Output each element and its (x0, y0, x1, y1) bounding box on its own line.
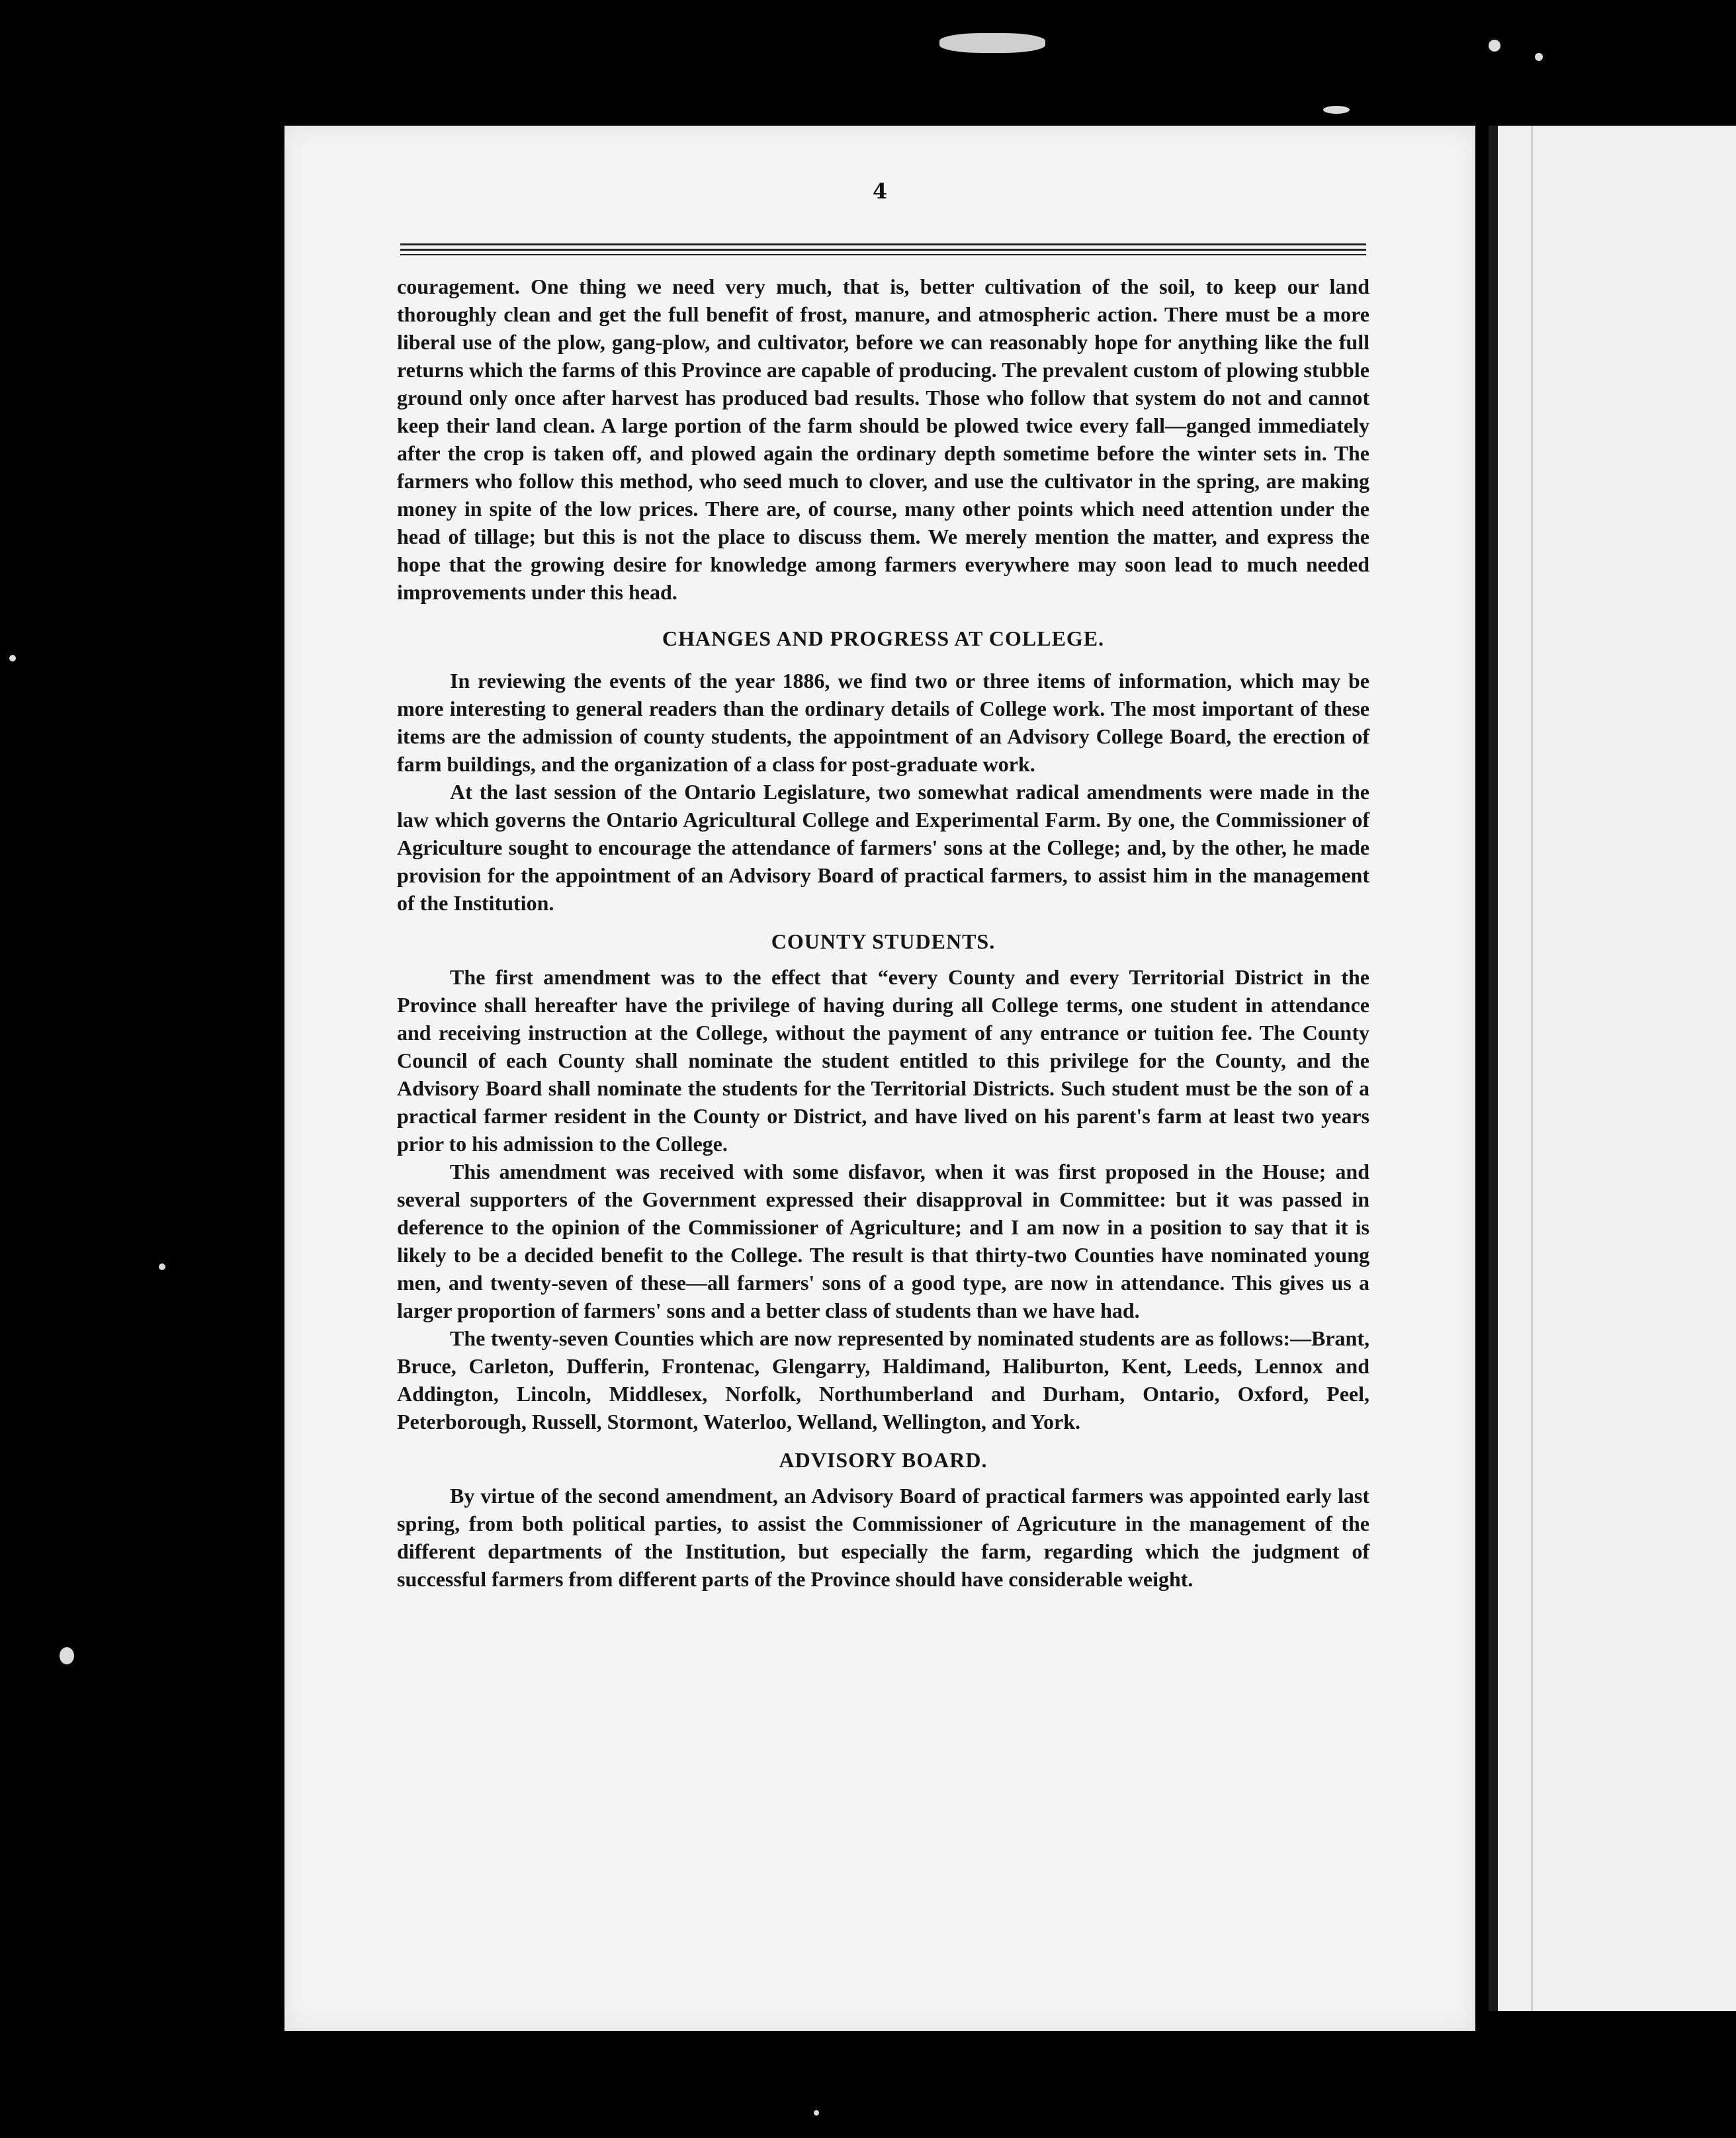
facing-page-edge (1489, 126, 1736, 2011)
scan-speck (814, 2110, 819, 2116)
section-heading: COUNTY STUDENTS. (771, 929, 996, 953)
section-heading: CHANGES AND PROGRESS AT COLLEGE. (662, 626, 1105, 650)
scan-speck (60, 1647, 74, 1664)
page-number: 4 (872, 179, 888, 204)
header-rule (400, 243, 1366, 245)
section-advisory-board (397, 1446, 1369, 1593)
section-county-students (397, 927, 1369, 1435)
facing-page-margin-line (1531, 126, 1533, 2011)
paragraph: In reviewing the events of the year 1886, we find two or three items of information, which may be more interesting to general readers than the ordinary details of College work. The most important of these items are the admission of county students, the appointment of an Advisory College Board, the erection of farm buildings, and the organization of a class for post-graduate work. (397, 669, 1369, 776)
scan-speck (9, 655, 16, 662)
scan-speck (1535, 53, 1543, 61)
paragraph: The twenty-seven Counties which are now represented by nominated students are as follows:—Brant, Bruce, Carleton, Dufferin, Frontenac, Glengarry, Haldimand, Haliburton, Kent, Leeds, Lennox and Addington, Lincoln, Middlesex, Norfolk, Northumberland and Durham, Ontario, Oxford, Peel, Peterborough, Russell, Stormont, Waterloo, Welland, Wellington, and York. (397, 1326, 1369, 1433)
header-rule (400, 254, 1366, 255)
section-changes-progress (397, 624, 1369, 917)
header-rule (400, 249, 1366, 251)
document-page (284, 126, 1475, 2031)
body-text (397, 273, 1369, 1593)
scan-speck (939, 33, 1045, 53)
scan-speck (1323, 106, 1350, 114)
paragraph: This amendment was received with some disfavor, when it was first proposed in the House; and several supporters of the Government expressed their disapproval in Committee: but it was passed in deference to the opinion of the Commissioner of Agriculture; and I am now in a position to say that it is likely to be a decided benefit to the College. The result is that thirty-two Counties have nominated young men, and twenty-seven of these—all farmers' sons of a good type, are now in attendance. This gives us a larger proportion of farmers' sons and a better class of students than we have had. (397, 1160, 1369, 1322)
intro-paragraph: couragement. One thing we need very much, that is, better cultivation of the soil, to keep our land thoroughly clean and get the full benefit of frost, manure, and atmospheric action. There must be a more liberal use of the plow, gang-plow, and cultivator, before we can reasonably hope for anything like the full returns which the farms of this Province are capable of producing. The prevalent custom of plowing stubble ground only once after harvest has produced bad results. Those who follow that system do not and cannot keep their land clean. A large portion of the farm should be plowed twice every fall—ganged immediately after the crop is taken off, and plowed again the ordinary depth sometime before the winter sets in. The farmers who follow this method, who seed much to clover, and use the cultivator in the spring, are making money in spite of the low prices. There are, of course, many other points which need attention under the head of tillage; but this is not the place to discuss them. We merely mention the matter, and express the hope that the growing desire for knowledge among farmers everywhere may soon lead to much needed improvements under this head. (397, 275, 1369, 604)
paragraph: At the last session of the Ontario Legislature, two somewhat radical amendments were made in the law which governs the Ontario Agricultural College and Experimental Farm. By one, the Commissioner of Agriculture sought to encourage the attendance of farmers' sons at the College; and, by the other, he made provision for the appointment of an Advisory Board of practical farmers, to assist him in the management of the Institution. (397, 780, 1369, 915)
section-heading: ADVISORY BOARD. (779, 1448, 988, 1472)
paragraph: By virtue of the second amendment, an Advisory Board of practical farmers was appointed early last spring, from both political parties, to assist the Commissioner of Agricuture in the management of the different departments of the Institution, but especially the farm, regarding which the judgment of successful farmers from different parts of the Province should have considerable weight. (397, 1484, 1369, 1591)
paragraph: The first amendment was to the effect that “every County and every Territorial District in the Province shall hereafter have the privilege of having during all College terms, one student in attendance and receiving instruction at the College, without the payment of any entrance or tuition fee. The County Council of each County shall nominate the student entitled to this privilege for the County, and the Advisory Board shall nominate the students for the Territorial Districts. Such student must be the son of a practical farmer resident in the County or District, and have lived on his parent's farm at least two years prior to his admission to the College. (397, 965, 1369, 1156)
scan-speck (1489, 40, 1500, 52)
scan-speck (159, 1263, 165, 1270)
